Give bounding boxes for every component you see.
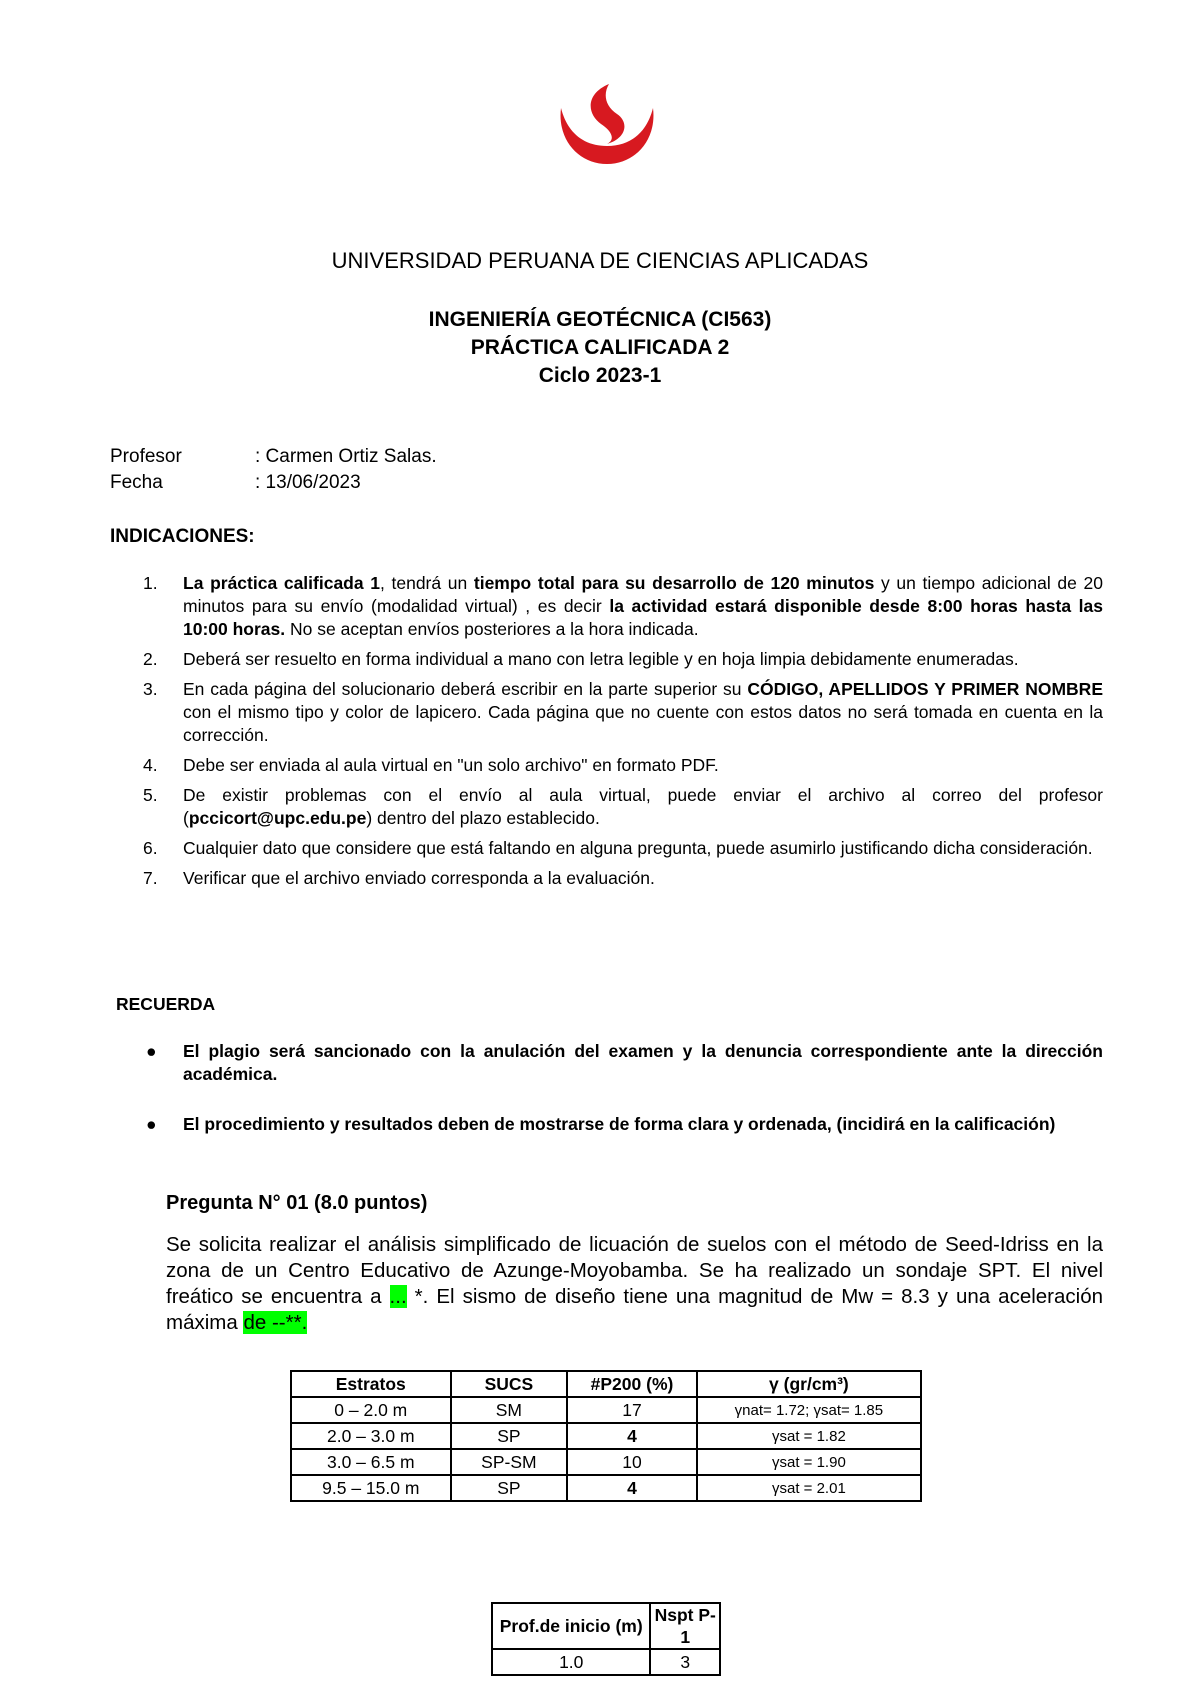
bullet-icon: ●: [146, 1114, 157, 1134]
question-title: Pregunta N° 01 (8.0 puntos): [166, 1192, 428, 1214]
date-line: [110, 472, 361, 494]
question-text: Se solicita realizar el análisis simplificado de licuación de suelos con el método de Seed-Idriss en la zona de un Centro Educativo de Azunge-Moyobamba. Se ha realizado un sondaje SPT. El nivel freático se encuentra a ... *. El sismo de diseño tiene una magnitud de Mw = 8.3 y una aceleración máxima de --**.: [166, 1233, 1104, 1334]
upc-logo-icon: [555, 78, 659, 168]
professor-label: Profesor: [110, 446, 182, 467]
indicaciones-heading: INDICACIONES:: [110, 526, 255, 547]
list-item: ● El plagio será sancionado con la anulación del examen y la denuncia correspondiente ante la dirección académica.: [146, 1041, 1103, 1084]
list-item: ● El procedimiento y resultados deben de mostrarse de forma clara y ordenada, (incidirá en la calificación): [146, 1114, 1056, 1134]
header-sucs: SUCS: [451, 1371, 568, 1397]
header-depth: Prof.de inicio (m): [492, 1603, 650, 1649]
table-row: 9.5 – 15.0 m SP 4 γsat = 2.01: [291, 1475, 921, 1501]
recuerda-list: [143, 1040, 1103, 1163]
professor-line: [110, 446, 437, 468]
date-label: Fecha: [110, 472, 163, 493]
table-row: 2.0 – 3.0 m SP 4 γsat = 1.82: [291, 1423, 921, 1449]
strata-table: [290, 1370, 922, 1502]
professor-email-link[interactable]: pccicort@upc.edu.pe: [188, 808, 367, 828]
cycle-title: Ciclo 2023-1: [538, 364, 662, 387]
list-item: 2. Deberá ser resuelto en forma individual a mano con letra legible y en hoja limpia debidamente enumeradas.: [143, 649, 1019, 669]
exam-title: PRÁCTICA CALIFICADA 2: [470, 336, 730, 359]
nspt-table: [491, 1602, 721, 1676]
table-row: 3.0 – 6.5 m SP-SM 10 γsat = 1.90: [291, 1449, 921, 1475]
bullet-icon: ●: [146, 1041, 157, 1061]
recuerda-heading: RECUERDA: [116, 994, 216, 1014]
indicaciones-list: [143, 572, 1103, 897]
header-estratos: Estratos: [291, 1371, 451, 1397]
header-gamma: γ (gr/cm³): [697, 1371, 921, 1397]
university-name: UNIVERSIDAD PERUANA DE CIENCIAS APLICADAS: [331, 248, 869, 273]
list-item: 1. La práctica calificada 1, tendrá un tiempo total para su desarrollo de 120 minutos y un tiempo adicional de 20 minutos para su envío (modalidad virtual) , es decir la actividad estará disponible desde 8:00 horas hasta las 10:00 horas. No se aceptan envíos posteriores a la hora indicada.: [143, 573, 1103, 639]
list-item: 6. Cualquier dato que considere que está faltando en alguna pregunta, puede asumirlo justificando dicha consideración.: [143, 838, 1093, 858]
highlight-blank-1: ...: [389, 1285, 407, 1308]
highlight-blank-2: de --**.: [243, 1311, 308, 1334]
header-nspt: Nspt P-1: [650, 1603, 720, 1649]
table-row: 1.0 3: [492, 1649, 720, 1675]
list-item: 4. Debe ser enviada al aula virtual en "un solo archivo" en formato PDF.: [143, 755, 719, 775]
table-header-row: [291, 1371, 921, 1397]
list-item: 3. En cada página del solucionario deberá escribir en la parte superior su CÓDIGO, APELLIDOS Y PRIMER NOMBRE con el mismo tipo y color de lapicero. Cada página que no cuente con estos datos no será tomada en cuenta en la corrección.: [143, 679, 1103, 745]
list-item: 5. De existir problemas con el envío al aula virtual, puede enviar el archivo al correo del profesor (pccicort@upc.edu.pe) dentro del plazo establecido.: [143, 785, 1103, 828]
date-value: : 13/06/2023: [255, 472, 361, 493]
header-p200: #P200 (%): [567, 1371, 697, 1397]
table-header-row: [492, 1603, 720, 1649]
course-title: INGENIERÍA GEOTÉCNICA (CI563): [428, 308, 772, 331]
table-row: 0 – 2.0 m SM 17 γnat= 1.72; γsat= 1.85: [291, 1397, 921, 1423]
list-item: 7. Verificar que el archivo enviado corresponda a la evaluación.: [143, 868, 655, 888]
professor-value: : Carmen Ortiz Salas.: [255, 446, 437, 467]
